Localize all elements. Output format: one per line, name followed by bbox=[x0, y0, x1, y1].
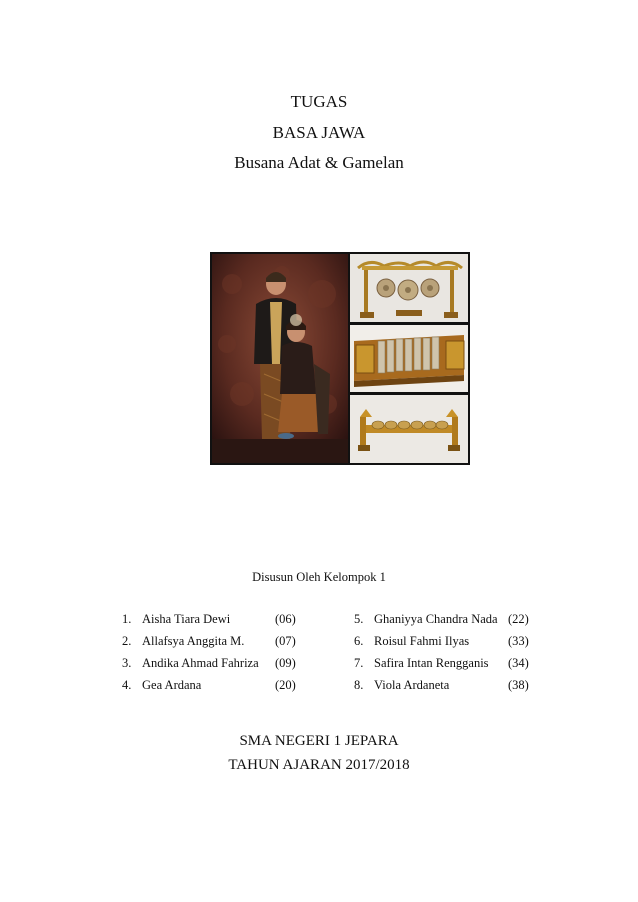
group-credit: Disusun Oleh Kelompok 1 bbox=[252, 570, 386, 584]
member-number: 2. bbox=[122, 634, 132, 648]
member-number: 7. bbox=[354, 656, 364, 670]
image-collage bbox=[210, 252, 470, 465]
member-number: 8. bbox=[354, 678, 364, 692]
member-name: Aisha Tiara Dewi bbox=[142, 612, 231, 626]
member-code: (06) bbox=[275, 612, 296, 626]
member-name: Viola Ardaneta bbox=[374, 678, 450, 692]
member-name: Andika Ahmad Fahriza bbox=[142, 656, 259, 670]
member-code: (34) bbox=[508, 656, 529, 670]
title-topic: Busana Adat & Gamelan bbox=[234, 153, 404, 172]
member-number: 3. bbox=[122, 656, 132, 670]
title-tugas: TUGAS bbox=[290, 92, 348, 111]
bonang-gamelan-photo bbox=[350, 395, 468, 463]
member-code: (38) bbox=[508, 678, 529, 692]
member-name: Allafsya Anggita M. bbox=[142, 634, 245, 648]
school-name: SMA NEGERI 1 JEPARA bbox=[239, 733, 399, 749]
member-code: (09) bbox=[275, 656, 296, 670]
saron-gamelan-photo bbox=[350, 325, 468, 392]
member-name: Gea Ardana bbox=[142, 678, 202, 692]
member-name: Roisul Fahmi Ilyas bbox=[374, 634, 470, 648]
member-code: (20) bbox=[275, 678, 296, 692]
gong-gamelan-photo bbox=[350, 254, 468, 322]
member-number: 1. bbox=[122, 612, 132, 626]
academic-year: TAHUN AJARAN 2017/2018 bbox=[228, 757, 410, 773]
member-code: (33) bbox=[508, 634, 529, 648]
member-number: 4. bbox=[122, 678, 132, 692]
member-name: Ghaniyya Chandra Nada bbox=[374, 612, 498, 626]
member-number: 6. bbox=[354, 634, 364, 648]
traditional-wedding-couple-photo bbox=[212, 254, 348, 463]
member-name: Safira Intan Rengganis bbox=[374, 656, 489, 670]
member-code: (22) bbox=[508, 612, 529, 626]
member-number: 5. bbox=[354, 612, 364, 626]
member-code: (07) bbox=[275, 634, 296, 648]
title-subject: BASA JAWA bbox=[272, 123, 366, 142]
